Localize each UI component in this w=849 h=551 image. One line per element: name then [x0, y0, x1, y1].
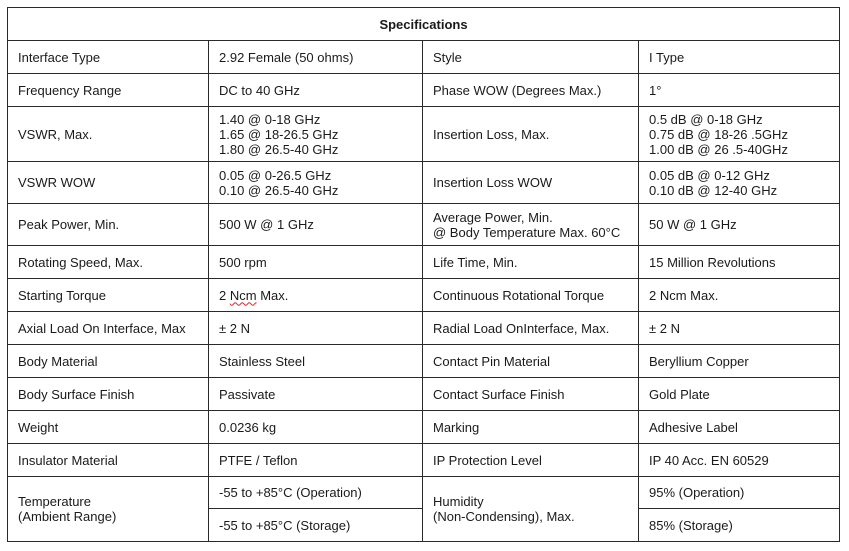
table-row — [8, 345, 840, 378]
spec-label: Body Surface Finish — [8, 378, 209, 411]
table-row — [8, 74, 840, 107]
spec-label: Phase WOW (Degrees Max.) — [423, 74, 639, 107]
table-row — [8, 246, 840, 279]
spec-value: 1.40 @ 0-18 GHz 1.65 @ 18-26.5 GHz 1.80 @ 26.5-40 GHz — [209, 107, 423, 162]
spec-label: VSWR, Max. — [8, 107, 209, 162]
spec-value: Passivate — [209, 378, 423, 411]
spec-label: Rotating Speed, Max. — [8, 246, 209, 279]
table-row — [8, 41, 840, 74]
table-row — [8, 411, 840, 444]
humidity-storage: 85% (Storage) — [649, 517, 733, 533]
specifications-table — [7, 7, 840, 542]
spec-label: Radial Load OnInterface, Max. — [423, 312, 639, 345]
torque-number: 2 — [219, 287, 227, 303]
torque-suffix: Max. — [260, 287, 289, 303]
spec-value: ± 2 N — [209, 312, 423, 345]
spec-value: I Type — [639, 41, 840, 74]
spec-value: 0.05 dB @ 0-12 GHz 0.10 dB @ 12-40 GHz — [639, 162, 840, 204]
spec-value: 0.05 @ 0-26.5 GHz 0.10 @ 26.5-40 GHz — [209, 162, 423, 204]
temperature-label: Temperature (Ambient Range) — [8, 477, 209, 542]
spec-value: 2 Ncm Max. — [639, 279, 840, 312]
spec-label: Continuous Rotational Torque — [423, 279, 639, 312]
temperature-operation: -55 to +85°C (Operation) — [209, 477, 422, 509]
spec-value: Adhesive Label — [639, 411, 840, 444]
spec-label: Starting Torque — [8, 279, 209, 312]
spec-label: Insertion Loss WOW — [423, 162, 639, 204]
spec-label: VSWR WOW — [8, 162, 209, 204]
spec-value: 1° — [639, 74, 840, 107]
spec-value: 0.0236 kg — [209, 411, 423, 444]
spec-value: 500 W @ 1 GHz — [209, 204, 423, 246]
spec-value — [209, 279, 423, 312]
spec-value: ± 2 N — [639, 312, 840, 345]
spec-label: Contact Surface Finish — [423, 378, 639, 411]
spec-label: Life Time, Min. — [423, 246, 639, 279]
spec-label: Insulator Material — [8, 444, 209, 477]
spec-value: 50 W @ 1 GHz — [639, 204, 840, 246]
spec-label: Marking — [423, 411, 639, 444]
humidity-values — [639, 477, 840, 542]
spec-value: 500 rpm — [209, 246, 423, 279]
table-title: Specifications — [8, 8, 840, 41]
spec-label: Peak Power, Min. — [8, 204, 209, 246]
torque-unit: Ncm — [229, 287, 257, 303]
spec-value: DC to 40 GHz — [209, 74, 423, 107]
spec-label: IP Protection Level — [423, 444, 639, 477]
spec-value: 2.92 Female (50 ohms) — [209, 41, 423, 74]
table-row — [8, 444, 840, 477]
temperature-storage: -55 to +85°C (Storage) — [219, 517, 351, 533]
spec-label: Interface Type — [8, 41, 209, 74]
table-row — [8, 107, 840, 162]
table-row — [8, 279, 840, 312]
spec-label: Weight — [8, 411, 209, 444]
spec-value: Stainless Steel — [209, 345, 423, 378]
spec-value: IP 40 Acc. EN 60529 — [639, 444, 840, 477]
humidity-operation: 95% (Operation) — [639, 477, 839, 509]
spec-label: Body Material — [8, 345, 209, 378]
table-row — [8, 312, 840, 345]
spec-label: Frequency Range — [8, 74, 209, 107]
table-row — [8, 162, 840, 204]
spec-label: Style — [423, 41, 639, 74]
table-row-environment — [8, 477, 840, 542]
spec-label: Axial Load On Interface, Max — [8, 312, 209, 345]
spec-value: PTFE / Teflon — [209, 444, 423, 477]
spec-label: Contact Pin Material — [423, 345, 639, 378]
spec-label: Average Power, Min. @ Body Temperature Max. 60°C — [423, 204, 639, 246]
table-row — [8, 378, 840, 411]
spec-value: 0.5 dB @ 0-18 GHz 0.75 dB @ 18-26 .5GHz 1.00 dB @ 26 .5-40GHz — [639, 107, 840, 162]
spec-value: Beryllium Copper — [639, 345, 840, 378]
spec-value: 15 Million Revolutions — [639, 246, 840, 279]
temperature-values — [209, 477, 423, 542]
table-row — [8, 204, 840, 246]
humidity-label: Humidity (Non-Condensing), Max. — [423, 477, 639, 542]
spec-label: Insertion Loss, Max. — [423, 107, 639, 162]
spec-value: Gold Plate — [639, 378, 840, 411]
